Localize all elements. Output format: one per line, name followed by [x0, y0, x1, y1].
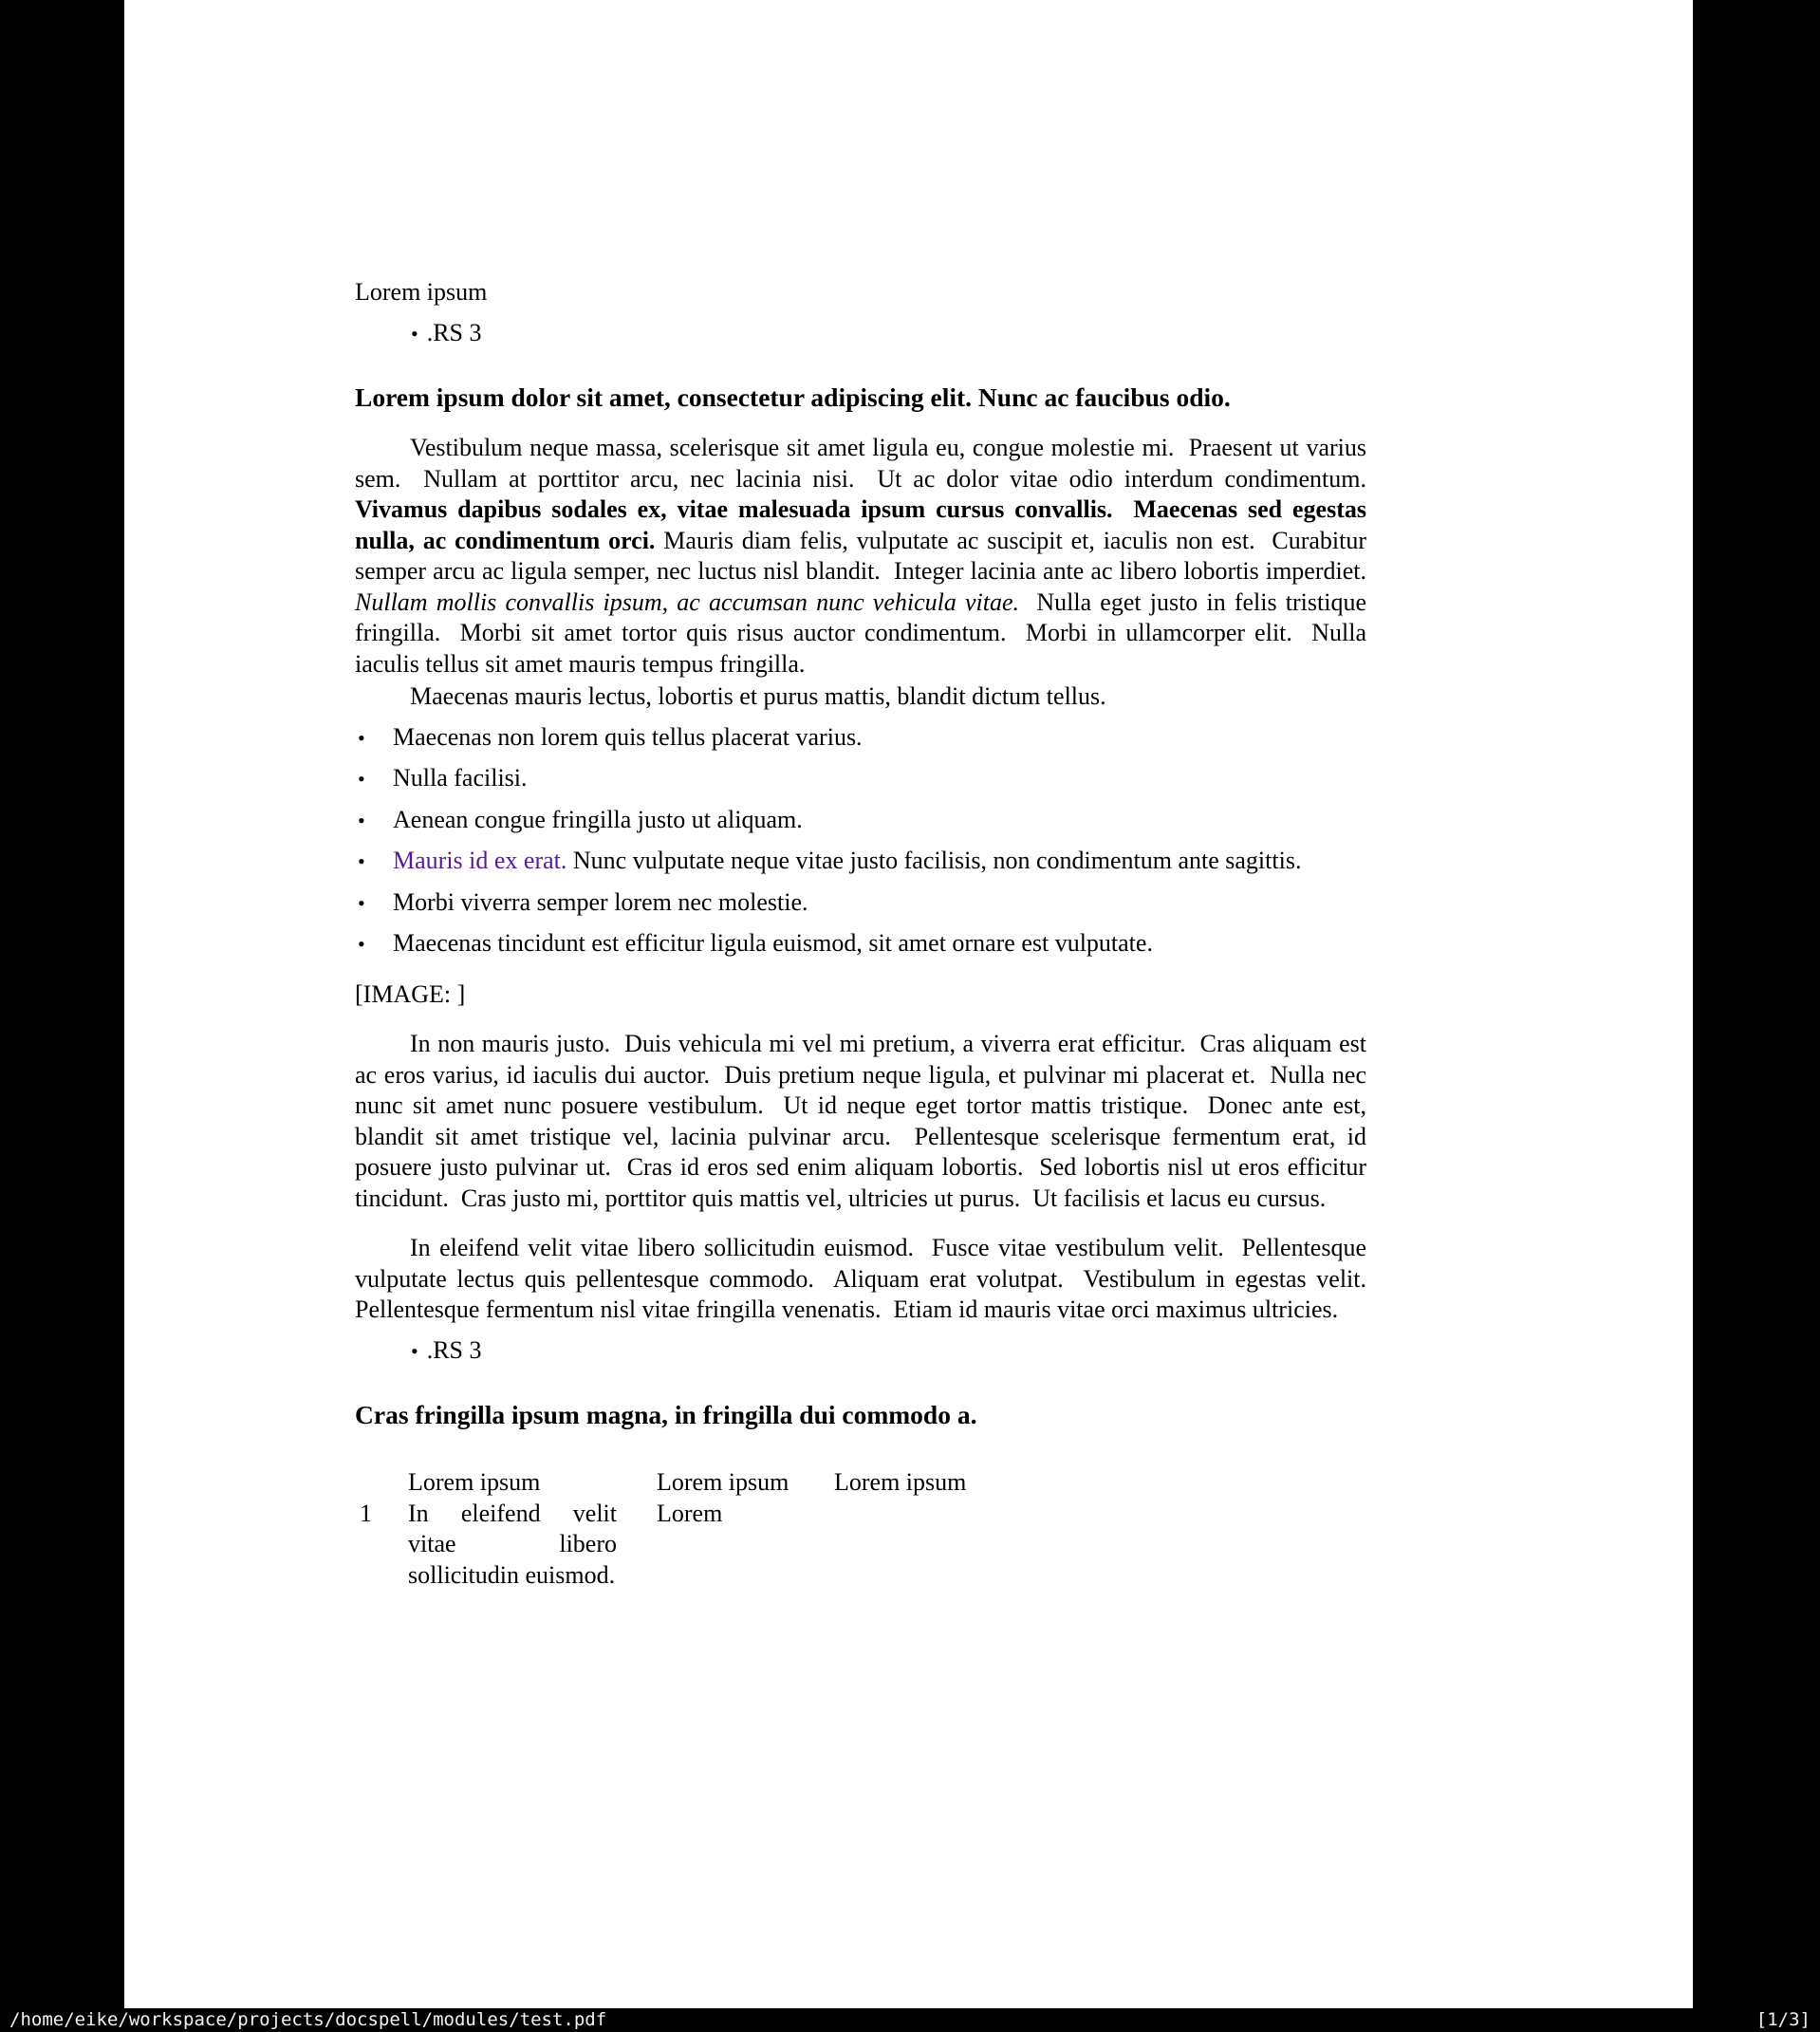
bullet-icon: • — [358, 808, 365, 832]
rs-macro-text: .RS 3 — [426, 318, 482, 346]
table-header-num — [355, 1467, 408, 1499]
table-header-cell: Lorem ipsum — [657, 1468, 789, 1496]
statusbar-page-indicator: [1/3] — [1755, 2009, 1811, 2030]
table-header-cell: Lorem ipsum — [408, 1468, 541, 1496]
text-run-normal: Vestibulum neque massa, scelerisque sit amet ligula eu, congue molestie mi. Praesent ut varius sem. Nullam at porttitor arcu, nec lacinia nisi. Ut ac dolor vitae odio interdum condimentum. — [355, 434, 1379, 493]
list-item — [355, 846, 1366, 878]
rs-macro-bullet-2 — [355, 1335, 1366, 1368]
list-item-text: Mauris id ex erat. Nunc vulputate neque vitae justo facilisis, non condimentum ante sagittis. — [393, 847, 1302, 874]
statusbar — [0, 2008, 1820, 2032]
list-item-text: Morbi viverra semper lorem nec molestie. — [393, 887, 808, 916]
page-content — [355, 0, 1379, 1591]
rs-macro-text: .RS 3 — [426, 1335, 482, 1364]
text-run-normal: Nulla eget justo in felis tristique fringilla. Morbi sit amet tortor quis risus auctor condimentum. Morbi in ullamcorper elit. Nulla iaculis tellus sit amet mauris tempus fringilla. — [355, 587, 1373, 678]
text-run-bold: Vivamus dapibus sodales ex, vitae malesuada ipsum cursus convallis. Maecenas sed egestas nulla, ac condimentum orci. — [355, 495, 1373, 554]
hyperlink-text[interactable]: Mauris id ex erat. — [393, 847, 567, 874]
list-item — [355, 763, 1366, 795]
bullet-icon: • — [358, 725, 365, 750]
list-item — [355, 928, 1366, 960]
bullet-icon: • — [358, 890, 365, 915]
paragraph-4: In eleifend velit vitae libero sollicitudin euismod. Fusce vitae vestibulum velit. Pellentesque vulputate lectus quis pellentesque commodo. Aliquam erat volutpat. Vestibulum in egestas velit. Pellentesque fermentum nisl vitae fringilla venenatis. Etiam id mauris vitae orci maximus ultricies. — [355, 1234, 1379, 1323]
bullet-icon: • — [358, 932, 365, 956]
bullet-icon: • — [358, 849, 365, 873]
list-item-text: Maecenas tincidunt est efficitur ligula euismod, sit amet ornare est vulputate. — [393, 929, 1153, 957]
list-item-text: Aenean congue fringilla justo ut aliquam. — [393, 805, 803, 833]
bullet-icon: • — [411, 321, 418, 345]
intro-label: Lorem ipsum — [355, 278, 488, 306]
rs-macro-bullet-1 — [355, 318, 1366, 350]
table-header-cell: Lorem ipsum — [834, 1468, 967, 1496]
paragraph-2: Maecenas mauris lectus, lobortis et purus mattis, blandit dictum tellus. — [410, 682, 1106, 710]
paragraph-1 — [355, 433, 1379, 680]
section-heading-1: Lorem ipsum dolor sit amet, consectetur adipiscing elit. Nunc ac faucibus odio. — [355, 382, 1231, 412]
table-cell-col1: In eleifend velit vitae libero sollicitudin euismod. — [408, 1499, 617, 1589]
statusbar-file-path: /home/eike/workspace/projects/docspell/modules/test.pdf — [9, 2009, 607, 2030]
table-cell-col2: Lorem — [657, 1499, 723, 1527]
text-run-italic: Nullam mollis convallis ipsum, ac accumsan nunc vehicula vitae. — [355, 587, 1029, 616]
paragraph-3: In non mauris justo. Duis vehicula mi vel mi pretium, a viverra erat efficitur. Cras aliquam est ac eros varius, id iaculis dui auctor. Duis pretium neque ligula, et pulvinar mi placerat et. Nulla nec nunc sit amet nunc posuere vestibulum. Ut id neque eget tortor mattis tristique. Donec ante est, blandit sit amet tristique vel, lacinia pulvinar arcu. Pellentesque scelerisque fermentum erat, id posuere justo pulvinar ut. Cras id eros sed enim aliquam lobortis. Sed lobortis nisl ut eros efficitur tincidunt. Cras justo mi, porttitor quis mattis vel, ultricies ut purus. Ut facilisis et lacus eu cursus. — [355, 1030, 1373, 1212]
bullet-list — [355, 722, 1366, 960]
list-item — [355, 722, 1366, 755]
document-table — [355, 1467, 1366, 1591]
list-item-text: Maecenas non lorem quis tellus placerat varius. — [393, 722, 863, 751]
table-header-row — [355, 1467, 1366, 1499]
text-run-normal: Mauris diam felis, vulputate ac suscipit et, iaculis non est. Curabitur semper arcu ac ligula semper, nec luctus nisl blandit. Integer lacinia ante ac libero lobortis imperdiet. — [355, 526, 1379, 585]
table-row — [355, 1499, 1366, 1592]
section-heading-2: Cras fringilla ipsum magna, in fringilla dui commodo a. — [355, 1400, 977, 1429]
bullet-icon: • — [358, 767, 365, 791]
table-cell-num: 1 — [360, 1499, 372, 1527]
image-placeholder-text: [IMAGE: ] — [355, 979, 466, 1008]
table-cell-col3 — [834, 1499, 1366, 1592]
list-item — [355, 887, 1366, 920]
list-item — [355, 805, 1366, 837]
bullet-icon: • — [411, 1338, 418, 1363]
list-item-text: Nulla facilisi. — [393, 764, 528, 792]
pdf-page — [124, 0, 1693, 2008]
